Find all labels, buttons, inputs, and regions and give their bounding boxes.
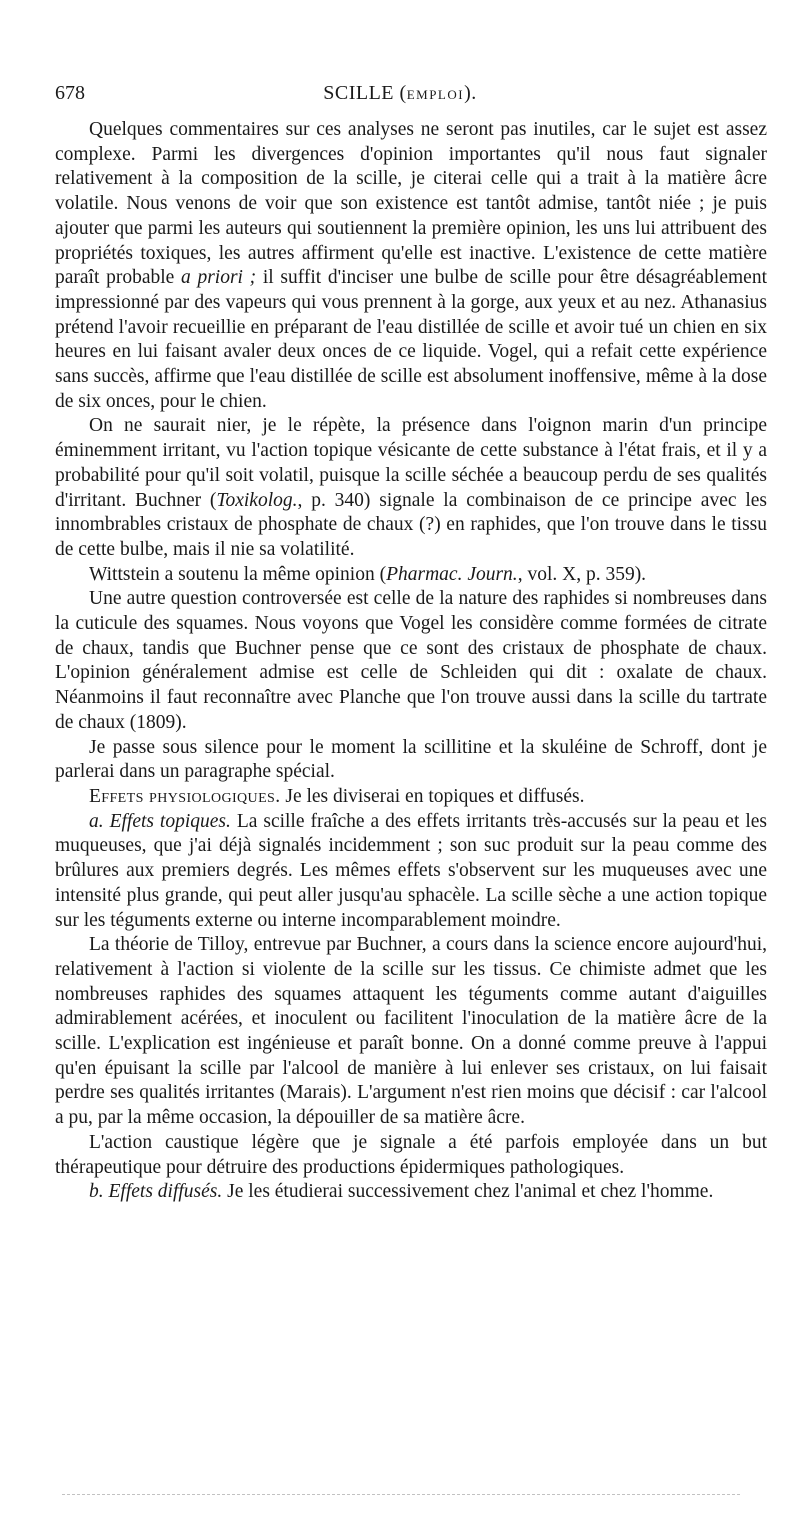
running-head-end: ). (464, 82, 477, 104)
paragraph-2-italic: Toxikolog. (216, 489, 298, 511)
paragraph-7-text: La scille fraîche a des effets irritants très-accusés sur la peau et les muqueuses, que j'ai déjà signalés incidemment ; son suc produit sur la peau comme des brûlures aux premiers degrés. Les mêmes effets s'observent sur les muqueuses avec une intensité plus grande, qui peut aller jusqu'au sphacèle. La scille sèche a une action topique sur les téguments externe ou interne incomparablement moindre. (55, 810, 767, 931)
paragraph-1-end: il suffit d'inciser une bulbe de scille pour être désagréablement impressionné par des vapeurs qui vous prennent à la gorge, aux yeux et au nez. Athanasius prétend l'avoir recueillie en préparant de l'eau distillée de scille et avoir tué un chien en six heures en lui faisant avaler deux onces de ce liquide. Vogel, qui a refait cette expérience sans succès, affirme que l'eau distillée de scille est absolument inoffensive, même à la dose de six onces, pour le chien. (55, 267, 767, 412)
subsection-label-effets-topiques: a. Effets topiques. (89, 810, 231, 832)
paragraph-10 (55, 1180, 767, 1205)
paragraph-8: La théorie de Tilloy, entrevue par Buchner, a cours dans la science encore aujourd'hui, relativement à l'action si violente de la scille sur les tissus. Ce chimiste admet que les nombreuses raphides des squames attaquent les téguments comme autant d'aiguilles admirablement acérées, et inoculent ou facilitent l'inoculation de la matière âcre de la scille. L'explication est ingénieuse et paraît bonne. On a donné comme preuve à l'appui qu'en épuisant la scille par l'alcool de manière à lui enlever ses cristaux, on lui faisait perdre ses qualités irritantes (Marais). L'argument n'est rien moins que décisif : car l'alcool a pu, par la même occasion, la dépouiller de sa matière âcre. (55, 934, 767, 1129)
paragraph-6 (55, 785, 767, 810)
body-text (55, 118, 767, 1205)
paragraph-10-text: Je les étudierai successivement chez l'animal et chez l'homme. (222, 1181, 714, 1203)
paragraph-1 (55, 118, 767, 414)
paragraph-3 (55, 563, 767, 588)
paragraph-3-italic: Pharmac. Journ. (386, 563, 518, 585)
running-head-subtitle: EMPLOI (406, 87, 465, 102)
section-label-effets-physiologiques: Effets physiologiques. (89, 785, 281, 807)
running-head (55, 82, 745, 105)
paragraph-6-text: Je les diviserai en topiques et diffusés. (280, 785, 585, 807)
footer-rule (62, 1494, 740, 1495)
paragraph-2 (55, 414, 767, 562)
paragraph-2-text: On ne saurait nier, je le répète, la présence dans l'oignon marin d'un principe éminemment irritant, vu l'action topique vésicante de cette substance à l'état frais, et il y a probabilité pour qu'il soit volatil, puisque la scille séchée a beaucoup perdu de ses qualités d'irritant. Buchner ( (55, 415, 767, 511)
paragraph-4: Une autre question controversée est celle de la nature des raphides si nombreuses dans la cuticule des squames. Nous voyons que Vogel les considère comme formées de citrate de chaux, tandis que Buchner pense que ce sont des cristaux de phosphate de chaux. L'opinion généralement admise est celle de Schleiden qui dit : oxalate de chaux. Néanmoins il faut reconnaître avec Planche que l'on trouve aussi dans la scille du tartrate de chaux (1809). (55, 588, 767, 733)
paragraph-2-end: , p. 340) signale la combinaison de ce principe avec les innombrables cristaux de phosphate de chaux (?) en raphides, que l'on trouve dans le tissu de cette bulbe, mais il nie sa volatilité. (55, 489, 767, 560)
paragraph-1-text: Quelques commentaires sur ces analyses ne seront pas inutiles, car le sujet est assez complexe. Parmi les divergences d'opinion importantes qu'il nous faut signaler relativement à la composition de la scille, je citerai celle qui a trait à la matière âcre volatile. Nous venons de voir que son existence est tantôt admise, tantôt niée ; je puis ajouter que parmi les auteurs qui soutiennent la première opinion, les uns lui attribuent des propriétés toxiques, les autres affirment qu'elle est inactive. L'existence de cette matière paraît probable (55, 119, 767, 289)
paragraph-3-text: Wittstein a soutenu la même opinion ( (89, 563, 387, 585)
paragraph-3-end: , vol. X, p. 359). (517, 563, 647, 585)
subsection-label-effets-diffuses: b. Effets diffusés. (89, 1181, 223, 1203)
running-head-title: SCILLE ( (323, 82, 407, 104)
page-header (55, 82, 745, 112)
paragraph-5: Je passe sous silence pour le moment la scillitine et la skuléine de Schroff, dont je parlerai dans un paragraphe spécial. (55, 736, 767, 783)
paragraph-7 (55, 810, 767, 934)
paragraph-9: L'action caustique légère que je signale a été parfois employée dans un but thérapeutique pour détruire des productions épidermiques pathologiques. (55, 1131, 767, 1178)
paragraph-1-italic: a priori ; (181, 267, 257, 289)
page-number: 678 (55, 82, 85, 104)
